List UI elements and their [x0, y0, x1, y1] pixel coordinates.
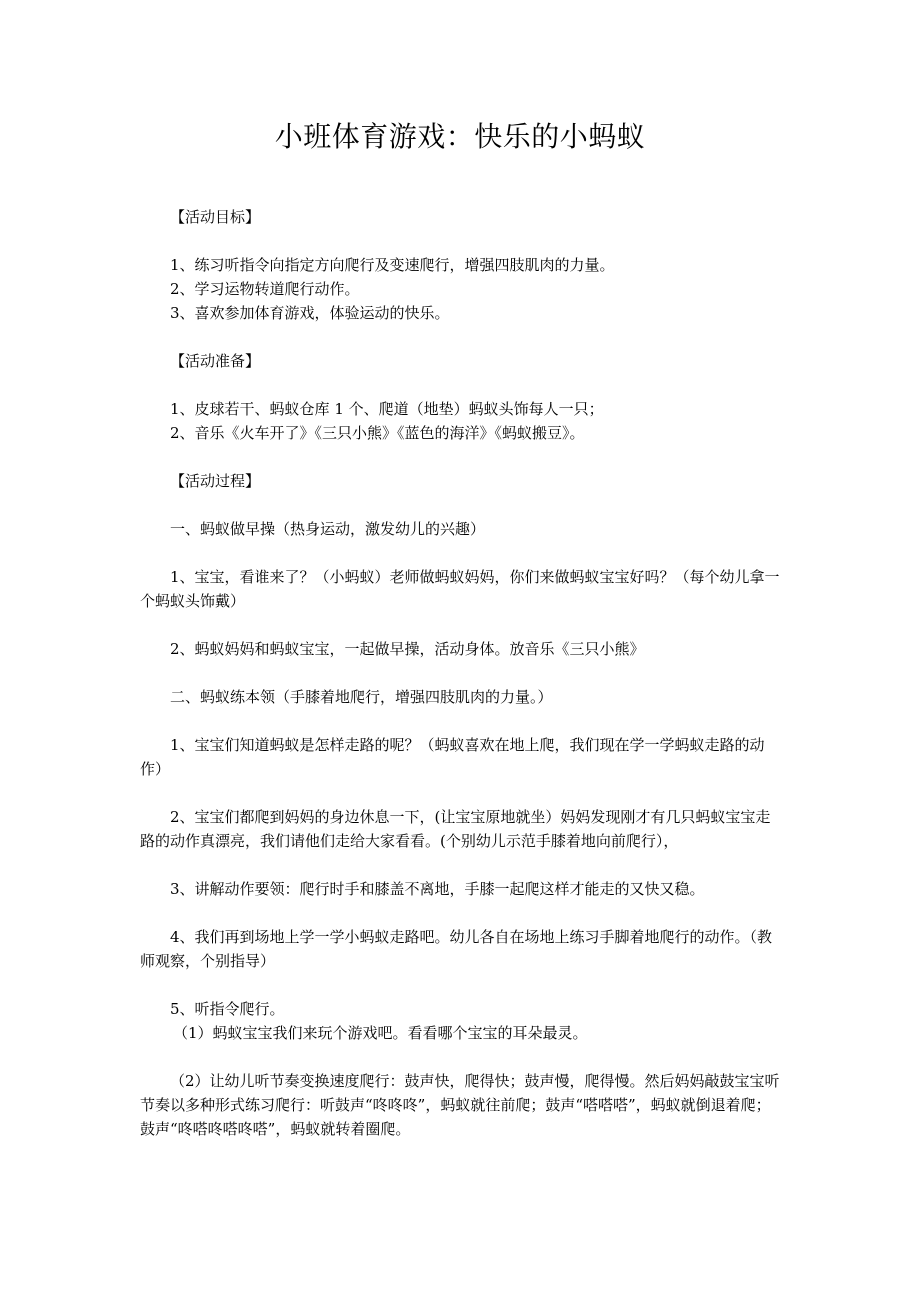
section-heading-preparation: 【活动准备】: [170, 352, 261, 370]
process-subparagraph: （1）蚂蚁宝宝我们来玩个游戏吧。看看哪个宝宝的耳朵最灵。: [173, 1024, 588, 1042]
preparation-item: 2、音乐《火车开了》《三只小熊》《蓝色的海洋》《蚂蚁搬豆》。: [170, 424, 585, 442]
process-paragraph: 4、我们再到场地上学一学小蚂蚁走路吧。幼儿各自在场地上练习手脚着地爬行的动作。（教师观察，个别指导）: [140, 928, 773, 970]
section-heading-goals: 【活动目标】: [170, 208, 261, 226]
document-title: 小班体育游戏：快乐的小蚂蚁: [274, 120, 646, 153]
goal-item: 2、学习运物转道爬行动作。: [170, 280, 360, 298]
document-body: [140, 205, 785, 1141]
process-subparagraph: （2）让幼儿听节奏变换速度爬行：鼓声快，爬得快；鼓声慢，爬得慢。然后妈妈敲鼓宝宝听节奏以多种形式练习爬行：听鼓声“咚咚咚”，蚂蚁就往前爬；鼓声“嗒嗒嗒”，蚂蚁就倒退着爬；鼓声“咚嗒咚嗒咚嗒”，蚂蚁就转着圈爬。: [140, 1072, 780, 1138]
process-paragraph: 3、讲解动作要领：爬行时手和膝盖不离地，手膝一起爬这样才能走的又快又稳。: [170, 880, 705, 898]
process-part-heading: 一、蚂蚁做早操（热身运动，激发幼儿的兴趣）: [170, 520, 486, 538]
preparation-item: 1、皮球若干、蚂蚁仓库 1 个、爬道（地垫）蚂蚁头饰每人一只；: [170, 400, 604, 418]
process-paragraph: 1、宝宝，看谁来了？（小蚂蚁）老师做蚂蚁妈妈，你们来做蚂蚁宝宝好吗？（每个幼儿拿一个蚂蚁头饰戴）: [140, 568, 780, 610]
process-paragraph: 2、宝宝们都爬到妈妈的身边休息一下，(让宝宝原地就坐）妈妈发现刚才有几只蚂蚁宝宝走路的动作真漂亮，我们请他们走给大家看看。(个别幼儿示范手膝着地向前爬行），: [140, 808, 771, 850]
process-paragraph: 2、蚂蚁妈妈和蚂蚁宝宝，一起做早操，活动身体。放音乐《三只小熊》: [170, 640, 645, 658]
goal-item: 3、喜欢参加体育游戏，体验运动的快乐。: [170, 304, 450, 322]
goal-item: 1、练习听指令向指定方向爬行及变速爬行，增强四肢肌肉的力量。: [170, 256, 615, 274]
process-paragraph: 5、听指令爬行。: [170, 1000, 285, 1018]
process-part-heading: 二、蚂蚁练本领（手膝着地爬行，增强四肢肌肉的力量。）: [170, 688, 553, 706]
process-paragraph: 1、宝宝们知道蚂蚁是怎样走路的呢？（蚂蚁喜欢在地上爬，我们现在学一学蚂蚁走路的动作）: [140, 736, 765, 778]
section-heading-process: 【活动过程】: [170, 472, 261, 490]
